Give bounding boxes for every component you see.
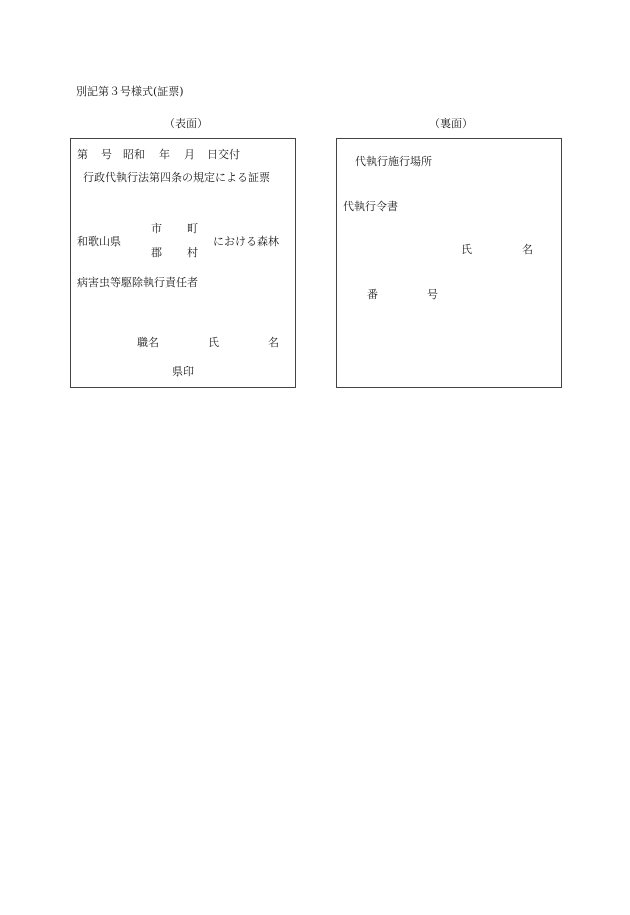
back-surname-label: 氏 (461, 243, 472, 256)
back-location-label: 代執行施行場所 (355, 155, 432, 168)
front-dai: 第 (77, 148, 88, 161)
front-name-label: 名 (268, 336, 279, 349)
front-forest-text: における森林 (213, 235, 279, 248)
front-card (70, 138, 296, 388)
front-role-line: 病害虫等駆除執行責任者 (77, 276, 198, 289)
back-heading: （裏面） (429, 117, 473, 130)
back-number-a: 番 (367, 288, 378, 301)
back-order-label: 代執行令書 (343, 200, 398, 213)
front-surname-label: 氏 (208, 336, 219, 349)
back-number-b: 号 (427, 288, 438, 301)
front-era: 昭和 (123, 148, 145, 161)
back-card (336, 138, 562, 388)
form-title: 別記第３号様式(証票) (76, 85, 184, 98)
back-name-label: 名 (522, 243, 533, 256)
front-heading: （表面） (164, 117, 208, 130)
front-seal-label: 県印 (172, 365, 194, 378)
front-town: 町 (187, 222, 198, 235)
front-county: 郡 (151, 246, 162, 259)
front-year: 年 (159, 148, 170, 161)
front-title-label: 職名 (137, 336, 159, 349)
front-go: 号 (101, 148, 112, 161)
front-day-issued: 日交付 (207, 148, 240, 161)
front-law-line: 行政代執行法第四条の規定による証票 (83, 171, 270, 184)
front-prefecture: 和歌山県 (77, 235, 121, 248)
front-month: 月 (184, 148, 195, 161)
front-village: 村 (187, 246, 198, 259)
front-city: 市 (151, 222, 162, 235)
